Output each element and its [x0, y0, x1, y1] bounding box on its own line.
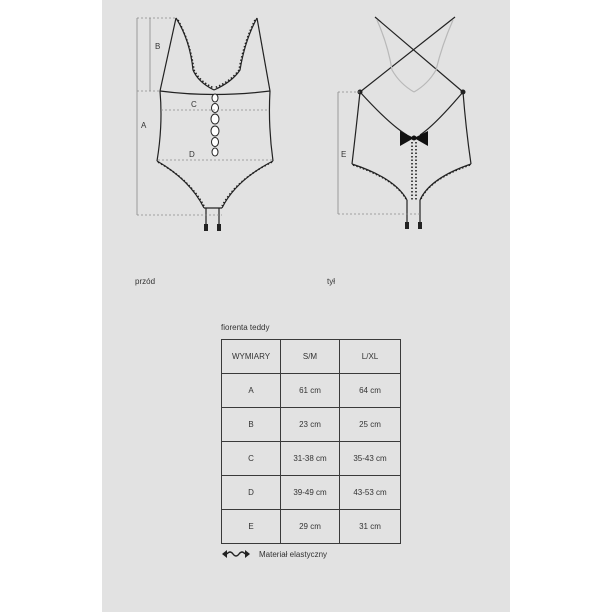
value-cell: 29 cm [281, 510, 340, 544]
legend [221, 549, 327, 559]
header-cell: L/XL [340, 340, 401, 374]
legend-label: Materiał elastyczny [259, 549, 328, 559]
dimension-cell: B [222, 408, 281, 442]
dimension-cell: D [222, 476, 281, 510]
marker-d: D [189, 150, 195, 159]
back-dimension-lines [338, 92, 420, 214]
front-garter-clips [204, 224, 221, 231]
value-cell: 31 cm [340, 510, 401, 544]
value-cell: 64 cm [340, 374, 401, 408]
marker-b: B [155, 42, 161, 51]
value-cell: 43-53 cm [340, 476, 401, 510]
back-sheer-front-outline [377, 20, 453, 92]
front-view-label: przód [135, 277, 156, 286]
back-view-label: tył [327, 277, 335, 286]
front-center-beads [211, 94, 219, 156]
marker-c: C [191, 100, 197, 109]
header-cell: S/M [281, 340, 340, 374]
dimension-cell: C [222, 442, 281, 476]
marker-e: E [341, 150, 347, 159]
bow-icon [400, 131, 428, 146]
table-title: fiorenta teddy [221, 323, 270, 332]
table-header-row [222, 340, 401, 374]
table-row [222, 442, 401, 476]
table-row [222, 374, 401, 408]
value-cell: 61 cm [281, 374, 340, 408]
header-cell: WYMIARY [222, 340, 281, 374]
value-cell: 39-49 cm [281, 476, 340, 510]
marker-a: A [141, 121, 147, 130]
table-row [222, 408, 401, 442]
table-row [222, 510, 401, 544]
value-cell: 25 cm [340, 408, 401, 442]
value-cell: 23 cm [281, 408, 340, 442]
table-row [222, 476, 401, 510]
value-cell: 35-43 cm [340, 442, 401, 476]
dimension-cell: A [222, 374, 281, 408]
elastic-arrow-icon [221, 549, 251, 559]
dimension-cell: E [222, 510, 281, 544]
size-table [221, 339, 401, 544]
value-cell: 31-38 cm [281, 442, 340, 476]
back-garter-clips [405, 222, 422, 229]
